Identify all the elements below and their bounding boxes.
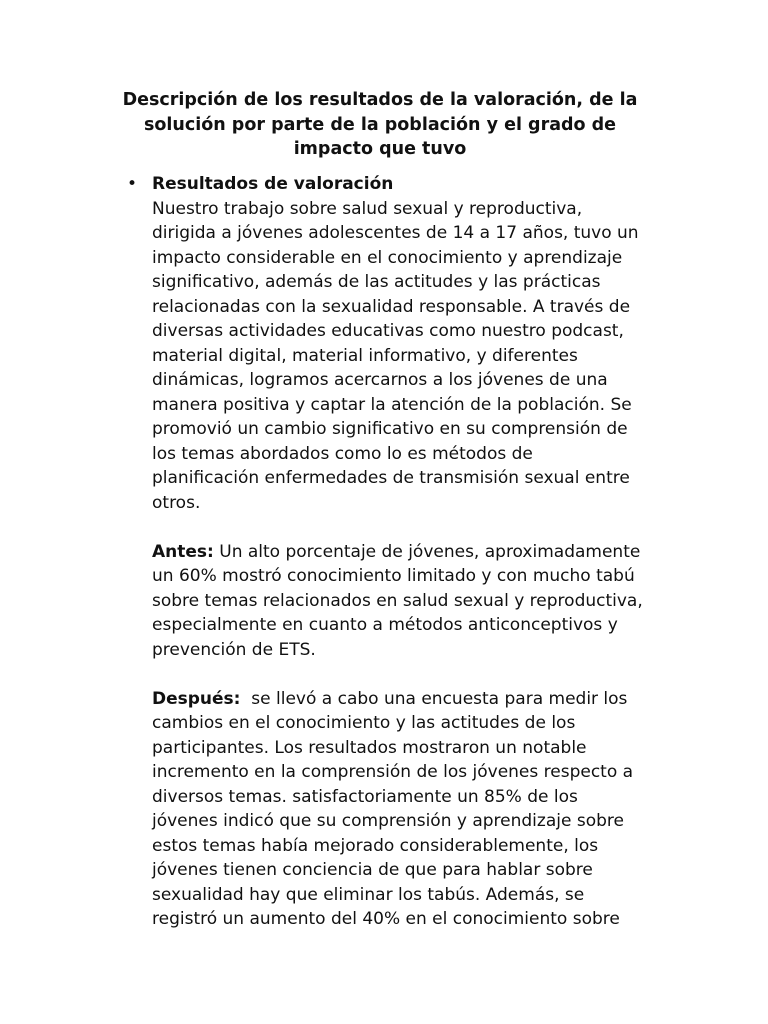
text-line: dirigida a jóvenes adolescentes de 14 a 17 años, tuvo un (152, 223, 639, 243)
bullet-list-item (152, 172, 672, 932)
antes-label: Antes: (152, 541, 214, 562)
despues-text: se llevó a cabo una encuesta para medir los (240, 688, 628, 709)
title-line: Descripción de los resultados de la valoración, de la (122, 90, 638, 110)
text-line: diversos temas. satisfactoriamente un 85% de los (152, 786, 578, 807)
text-line: registró un aumento del 40% en el conocimiento sobre (152, 909, 620, 929)
text-line: diversas actividades educativas como nuestro podcast, (152, 321, 624, 341)
text-line: jóvenes tienen conciencia de que para hablar sobre (152, 860, 593, 880)
bullet-icon: • (127, 174, 138, 194)
antes-text: Un alto porcentaje de jóvenes, aproximadamente (213, 541, 641, 562)
text-line: material digital, material informativo, y diferentes (152, 345, 578, 366)
text-line: planificación enfermedades de transmisión sexual entre (152, 468, 630, 488)
text-line: Nuestro trabajo sobre salud sexual y reproductiva, (152, 198, 583, 219)
text-line (152, 687, 672, 712)
text-line: otros. (152, 492, 201, 513)
text-line: cambios en el conocimiento y las actitudes de los (152, 713, 576, 733)
text-line: impacto considerable en el conocimiento y aprendizaje (152, 247, 623, 268)
text-line: significativo, además de las actitudes y las prácticas (152, 272, 601, 292)
text-line: jóvenes indicó que su comprensión y aprendizaje sobre (152, 811, 624, 831)
despues-paragraph (152, 687, 672, 932)
text-line: los temas abordados como lo es métodos de (152, 443, 533, 464)
results-paragraph (152, 197, 672, 516)
text-line: relacionadas con la sexualidad responsable. A través de (152, 296, 631, 317)
text-line: un 60% mostró conocimiento limitado y con mucho tabú (152, 566, 635, 586)
text-line (152, 540, 672, 565)
title-line: solución por parte de la población y el grado de (143, 114, 617, 135)
despues-label: Después: (152, 688, 241, 709)
text-line: especialmente en cuanto a métodos anticonceptivos y (152, 615, 618, 635)
text-line: sexualidad hay que eliminar los tabús. Además, se (152, 884, 585, 905)
text-line: incremento en la comprensión de los jóvenes respecto a (152, 762, 634, 782)
paragraph-spacer (152, 515, 672, 540)
text-line: promovió un cambio significativo en su comprensión de (152, 419, 628, 439)
title-line: impacto que tuvo (293, 139, 467, 159)
text-line: estos temas había mejorado considerablemente, los (152, 835, 599, 856)
text-line: prevención de ETS. (152, 639, 316, 660)
text-line: manera positiva y captar la atención de la población. Se (152, 394, 632, 415)
antes-paragraph (152, 540, 672, 663)
section-heading: Resultados de valoración (152, 174, 394, 194)
document-title (110, 88, 650, 162)
paragraph-spacer (152, 662, 672, 687)
text-line: dinámicas, logramos acercarnos a los jóvenes de una (152, 370, 608, 390)
text-line: participantes. Los resultados mostraron un notable (152, 737, 587, 758)
text-line: sobre temas relacionados en salud sexual y reproductiva, (152, 590, 643, 611)
